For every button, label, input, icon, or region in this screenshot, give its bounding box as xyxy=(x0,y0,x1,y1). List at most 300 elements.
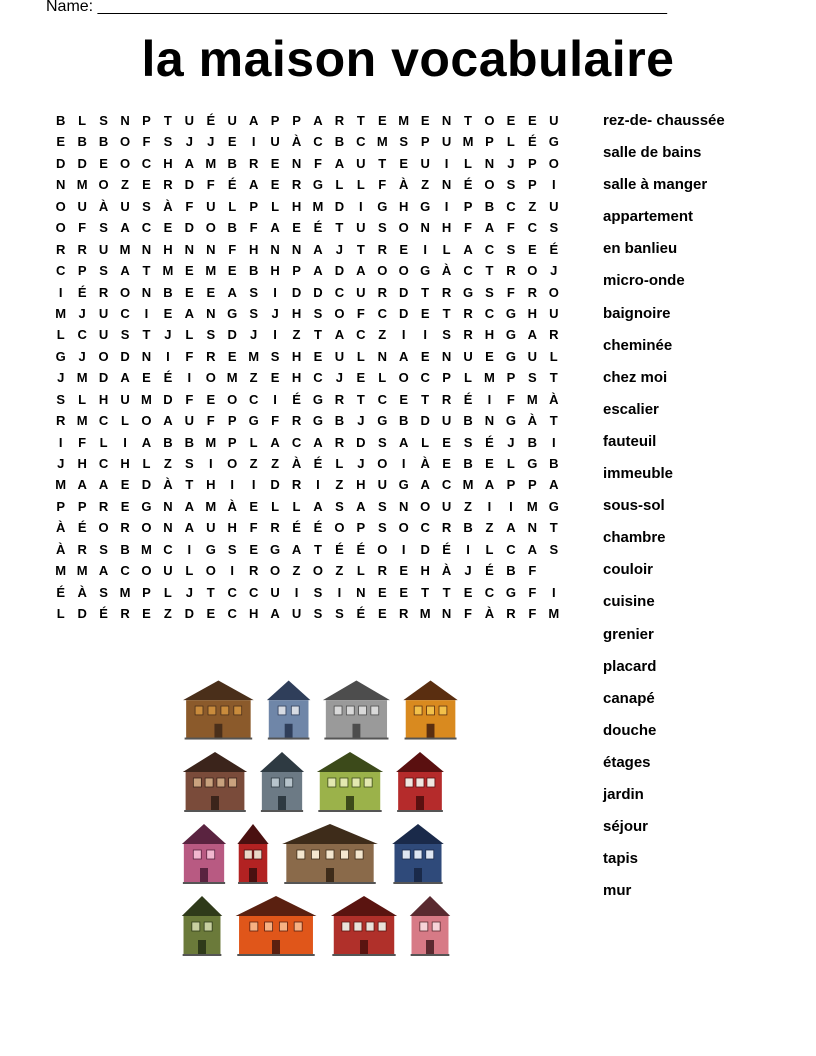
grid-letter: Z xyxy=(271,456,280,471)
grid-letter: U xyxy=(184,113,195,128)
grid-letter: I xyxy=(251,134,256,150)
grid-letter: O xyxy=(377,456,388,471)
house-row xyxy=(180,884,460,956)
word-list xyxy=(603,110,725,912)
grid-letter: F xyxy=(528,584,537,600)
grid-letter: B xyxy=(163,284,173,300)
grid-row xyxy=(50,432,586,453)
grid-letter: T xyxy=(206,584,215,600)
grid-letter: R xyxy=(291,177,302,193)
grid-letter: R xyxy=(549,327,559,343)
grid-letter: R xyxy=(98,284,109,300)
grid-letter: G xyxy=(312,391,324,407)
grid-letter: N xyxy=(206,241,216,257)
grid-letter: I xyxy=(444,198,449,214)
grid-letter: N xyxy=(163,498,173,514)
grid-letter: J xyxy=(550,263,558,279)
house-brown-icon xyxy=(180,678,257,740)
grid-letter: F xyxy=(185,391,194,407)
grid-letter: U xyxy=(184,413,195,429)
grid-letter: O xyxy=(55,220,66,236)
grid-letter: C xyxy=(291,434,302,450)
grid-letter: L xyxy=(56,606,65,622)
grid-letter: R xyxy=(77,241,87,257)
grid-letter: O xyxy=(98,348,109,364)
grid-letter: D xyxy=(77,155,87,171)
grid-letter: A xyxy=(248,177,259,193)
grid-letter: O xyxy=(205,370,216,386)
grid-letter: D xyxy=(420,413,430,429)
grid-letter: G xyxy=(420,263,431,279)
grid-letter: E xyxy=(442,456,451,471)
grid-letter: C xyxy=(248,391,259,407)
grid-letter: O xyxy=(398,520,409,536)
grid-letter: A xyxy=(313,263,323,279)
grid-letter: I xyxy=(144,305,149,321)
grid-letter: R xyxy=(441,520,452,536)
word-list-item: cheminée xyxy=(603,336,673,354)
house-orange-icon xyxy=(401,678,460,740)
grid-letter: E xyxy=(99,155,108,171)
word-list-item: immeuble xyxy=(603,465,674,483)
grid-letter: L xyxy=(356,348,365,364)
grid-letter: B xyxy=(484,198,495,214)
grid-letter: R xyxy=(56,413,66,429)
grid-letter: D xyxy=(141,477,152,493)
grid-letter: S xyxy=(227,541,237,557)
grid-letter: I xyxy=(359,198,363,214)
grid-letter: M xyxy=(312,198,324,214)
word-list-item: fauteuil xyxy=(603,432,657,450)
grid-letter: D xyxy=(120,348,130,364)
grid-letter: O xyxy=(119,284,131,300)
grid-letter: A xyxy=(399,348,409,364)
grid-letter: H xyxy=(291,348,302,364)
grid-letter: R xyxy=(441,391,452,407)
grid-letter: Z xyxy=(163,456,172,471)
grid-letter: I xyxy=(509,498,513,514)
grid-letter: T xyxy=(442,305,451,321)
grid-letter: O xyxy=(227,456,238,471)
grid-letter: S xyxy=(99,113,108,128)
grid-letter: D xyxy=(270,477,280,493)
grid-letter: N xyxy=(484,413,495,429)
grid-letter: U xyxy=(463,348,473,364)
grid-letter: M xyxy=(205,155,217,171)
grid-letter: U xyxy=(441,134,452,150)
grid-letter: D xyxy=(184,606,195,622)
grid-letter: T xyxy=(356,113,365,128)
grid-letter: I xyxy=(251,477,256,493)
grid-letter: O xyxy=(334,520,345,536)
grid-letter: A xyxy=(313,241,323,257)
grid-letter: I xyxy=(487,391,492,407)
grid-letter: S xyxy=(528,370,537,386)
grid-letter: P xyxy=(292,263,301,279)
grid-letter: O xyxy=(98,177,109,193)
grid-letter: C xyxy=(141,220,152,236)
grid-letter: À xyxy=(291,456,302,471)
word-list-item: salle de bains xyxy=(603,144,702,162)
grid-letter: F xyxy=(464,220,472,236)
grid-letter: S xyxy=(99,220,108,236)
grid-letter: I xyxy=(273,327,277,343)
grid-letter: É xyxy=(549,241,559,257)
grid-letter: L xyxy=(549,348,558,364)
grid-letter: S xyxy=(270,348,280,364)
grid-letter: M xyxy=(462,477,474,493)
grid-letter: S xyxy=(549,541,559,557)
grid-letter: M xyxy=(226,370,238,386)
grid-letter: T xyxy=(335,220,344,236)
grid-letter: D xyxy=(334,198,345,214)
grid-letter: N xyxy=(441,177,452,193)
grid-letter: É xyxy=(77,520,87,536)
grid-row xyxy=(50,324,586,345)
house-pink-tall-icon xyxy=(408,894,452,956)
grid-letter: A xyxy=(334,327,345,343)
grid-letter: J xyxy=(250,327,258,343)
grid-letter: Z xyxy=(464,498,472,514)
house-slate-icon xyxy=(258,750,306,812)
grid-letter: M xyxy=(484,370,495,386)
grid-letter: P xyxy=(227,413,237,429)
grid-letter: É xyxy=(356,541,366,557)
grid-letter: J xyxy=(207,134,215,150)
grid-letter: N xyxy=(441,348,452,364)
grid-letter: U xyxy=(270,584,280,600)
grid-letter: T xyxy=(549,370,558,386)
grid-letter: C xyxy=(98,413,109,429)
word-list-item: cuisine xyxy=(603,593,655,611)
grid-row xyxy=(50,174,586,195)
grid-letter: É xyxy=(485,434,494,450)
grid-letter: A xyxy=(484,477,495,493)
grid-letter: P xyxy=(142,113,151,128)
word-list-item: micro-onde xyxy=(603,272,685,290)
grid-letter: B xyxy=(334,413,345,429)
grid-letter: H xyxy=(291,370,302,386)
grid-letter: B xyxy=(399,413,409,429)
grid-letter: T xyxy=(549,520,558,536)
grid-letter: C xyxy=(484,241,495,257)
grid-letter: J xyxy=(335,370,344,386)
word-list-item: chez moi xyxy=(603,368,668,386)
grid-letter: M xyxy=(205,263,217,279)
grid-letter: J xyxy=(164,327,172,343)
grid-letter: É xyxy=(99,606,108,622)
grid-letter: C xyxy=(98,456,109,471)
grid-letter: R xyxy=(98,498,109,514)
grid-letter: I xyxy=(401,541,406,557)
grid-letter: I xyxy=(230,477,235,493)
grid-letter: E xyxy=(249,541,258,557)
grid-letter: À xyxy=(484,606,495,622)
grid-letter: A xyxy=(120,220,130,236)
grid-letter: T xyxy=(313,327,322,343)
grid-letter: A xyxy=(98,477,109,493)
grid-letter: C xyxy=(356,134,366,150)
grid-letter: E xyxy=(206,606,216,622)
grid-letter: N xyxy=(141,348,152,364)
grid-letter: S xyxy=(313,584,323,600)
grid-letter: J xyxy=(78,305,86,321)
grid-letter: R xyxy=(270,520,280,536)
grid-letter: M xyxy=(462,134,474,150)
grid-letter: R xyxy=(248,155,259,171)
grid-letter: I xyxy=(230,563,235,579)
grid-letter: E xyxy=(377,606,387,622)
grid-letter: C xyxy=(120,563,130,579)
grid-letter: U xyxy=(441,498,452,514)
word-list-item: en banlieu xyxy=(603,240,678,258)
grid-letter: À xyxy=(163,477,173,493)
grid-letter: N xyxy=(270,241,280,257)
grid-letter: À xyxy=(399,177,409,193)
grid-letter: D xyxy=(334,263,345,279)
grid-letter: É xyxy=(528,134,537,150)
grid-letter: E xyxy=(206,284,216,300)
grid-letter: É xyxy=(292,391,301,407)
grid-row xyxy=(50,496,586,517)
grid-row xyxy=(50,560,586,581)
grid-letter: P xyxy=(528,477,537,493)
grid-letter: C xyxy=(506,198,516,214)
grid-letter: I xyxy=(337,584,342,600)
grid-letter: E xyxy=(420,348,430,364)
grid-letter: B xyxy=(549,456,559,471)
grid-letter: D xyxy=(184,177,195,193)
grid-letter: A xyxy=(77,477,87,493)
grid-letter: S xyxy=(185,456,194,471)
grid-letter: U xyxy=(206,198,216,214)
house-navy-icon xyxy=(390,822,446,884)
grid-letter: F xyxy=(528,606,537,622)
grid-letter: U xyxy=(163,563,173,579)
grid-letter: I xyxy=(273,284,277,300)
grid-letter: I xyxy=(187,541,192,557)
grid-letter: E xyxy=(163,305,173,321)
grid-letter: C xyxy=(120,305,130,321)
grid-letter: G xyxy=(55,348,66,364)
grid-letter: I xyxy=(208,456,213,471)
grid-row xyxy=(50,110,586,131)
grid-letter: S xyxy=(313,305,323,321)
grid-letter: S xyxy=(313,606,323,622)
grid-letter: A xyxy=(98,563,109,579)
grid-letter: A xyxy=(184,155,195,171)
grid-letter: I xyxy=(551,584,556,600)
grid-letter: H xyxy=(356,477,366,493)
word-list-item: appartement xyxy=(603,208,694,226)
grid-letter: E xyxy=(528,113,537,128)
grid-letter: F xyxy=(249,520,258,536)
grid-letter: N xyxy=(291,155,302,171)
grid-letter: F xyxy=(228,241,237,257)
grid-letter: N xyxy=(420,220,430,236)
grid-letter: L xyxy=(271,198,280,214)
grid-letter: U xyxy=(549,198,559,214)
grid-letter: E xyxy=(227,348,237,364)
grid-letter: I xyxy=(423,241,427,257)
grid-letter: A xyxy=(120,370,130,386)
grid-letter: N xyxy=(184,241,195,257)
house-mansion-icon xyxy=(278,822,382,884)
grid-letter: I xyxy=(444,155,449,171)
grid-letter: E xyxy=(270,370,280,386)
grid-letter: O xyxy=(377,541,388,557)
grid-letter: M xyxy=(119,584,131,600)
grid-letter: É xyxy=(335,541,344,557)
grid-letter: É xyxy=(463,391,473,407)
grid-letter: G xyxy=(527,456,538,471)
grid-letter: H xyxy=(291,305,302,321)
grid-letter: U xyxy=(98,327,109,343)
grid-letter: F xyxy=(78,434,87,450)
grid-letter: D xyxy=(399,284,409,300)
grid-letter: E xyxy=(506,113,516,128)
grid-letter: L xyxy=(228,198,237,214)
grid-letter: G xyxy=(505,348,516,364)
grid-letter: S xyxy=(506,177,516,193)
grid-letter: F xyxy=(506,284,515,300)
grid-letter: C xyxy=(377,391,387,407)
grid-letter: Z xyxy=(249,370,258,386)
grid-letter: À xyxy=(549,391,559,407)
house-orange-long-icon xyxy=(232,894,320,956)
grid-letter: U xyxy=(270,134,280,150)
grid-letter: U xyxy=(206,520,216,536)
grid-letter: Z xyxy=(378,327,387,343)
grid-letter: E xyxy=(313,348,323,364)
grid-letter: I xyxy=(487,498,492,514)
grid-letter: E xyxy=(120,498,130,514)
grid-letter: I xyxy=(123,434,127,450)
grid-letter: O xyxy=(55,198,66,214)
grid-letter: E xyxy=(142,606,151,622)
grid-letter: P xyxy=(292,113,301,128)
grid-letter: L xyxy=(185,327,194,343)
word-list-item: sous-sol xyxy=(603,497,665,515)
grid-letter: R xyxy=(120,606,130,622)
grid-letter: A xyxy=(527,327,538,343)
grid-letter: Z xyxy=(292,327,301,343)
grid-letter: T xyxy=(163,113,172,128)
grid-letter: R xyxy=(463,327,473,343)
grid-letter: H xyxy=(248,606,259,622)
grid-letter: S xyxy=(549,220,559,236)
grid-letter: N xyxy=(441,606,452,622)
grid-letter: G xyxy=(248,413,259,429)
grid-letter: M xyxy=(76,370,88,386)
grid-letter: H xyxy=(163,241,173,257)
grid-letter: J xyxy=(507,434,515,450)
grid-letter: G xyxy=(205,541,216,557)
grid-letter: R xyxy=(377,241,387,257)
grid-letter: L xyxy=(378,370,387,386)
grid-letter: E xyxy=(270,155,280,171)
grid-letter: P xyxy=(142,584,151,600)
grid-letter: É xyxy=(77,284,87,300)
grid-letter: C xyxy=(227,584,237,600)
grid-letter: U xyxy=(549,305,559,321)
grid-letter: M xyxy=(141,541,152,557)
page-title: la maison vocabulaire xyxy=(141,31,675,87)
grid-letter: H xyxy=(227,520,237,536)
grid-letter: B xyxy=(463,413,473,429)
grid-letter: I xyxy=(551,177,556,193)
grid-letter: F xyxy=(249,220,258,236)
grid-letter: À xyxy=(56,520,66,536)
grid-row xyxy=(50,389,586,410)
grid-letter: À xyxy=(441,563,452,579)
grid-letter: A xyxy=(313,434,323,450)
grid-row xyxy=(50,539,586,560)
grid-letter: O xyxy=(398,263,409,279)
grid-letter: S xyxy=(99,584,108,600)
grid-letter: O xyxy=(141,413,152,429)
grid-letter: E xyxy=(270,177,280,193)
grid-letter: É xyxy=(485,563,494,579)
grid-letter: G xyxy=(398,477,409,493)
grid-letter: Z xyxy=(121,177,129,193)
grid-letter: O xyxy=(270,563,281,579)
grid-letter: N xyxy=(141,241,152,257)
grid-letter: H xyxy=(399,198,409,214)
grid-letter: R xyxy=(506,263,516,279)
house-gray-icon xyxy=(320,678,393,740)
grid-letter: M xyxy=(205,434,217,450)
grid-letter: C xyxy=(420,520,430,536)
grid-letter: U xyxy=(98,241,109,257)
grid-letter: M xyxy=(55,305,67,321)
grid-letter: B xyxy=(77,134,87,150)
grid-letter: T xyxy=(185,477,194,493)
grid-letter: C xyxy=(77,327,87,343)
grid-letter: S xyxy=(463,434,473,450)
grid-letter: E xyxy=(377,113,387,128)
grid-letter: E xyxy=(377,584,387,600)
house-green-icon xyxy=(314,750,386,812)
grid-letter: M xyxy=(76,563,88,579)
grid-letter: R xyxy=(56,241,66,257)
grid-letter: S xyxy=(335,606,344,622)
grid-letter: R xyxy=(291,477,302,493)
grid-letter: I xyxy=(58,434,63,450)
grid-letter: M xyxy=(76,413,88,429)
grid-letter: C xyxy=(313,370,323,386)
grid-letter: L xyxy=(271,498,280,514)
grid-letter: N xyxy=(206,305,216,321)
grid-letter: D xyxy=(313,284,323,300)
grid-letter: T xyxy=(378,155,387,171)
grid-letter: B xyxy=(227,155,237,171)
grid-letter: M xyxy=(398,113,410,128)
grid-row xyxy=(50,303,586,324)
grid-letter: F xyxy=(356,305,365,321)
grid-letter: L xyxy=(335,456,344,471)
grid-letter: À xyxy=(420,456,430,471)
grid-letter: U xyxy=(356,220,366,236)
grid-letter: B xyxy=(248,263,259,279)
grid-letter: S xyxy=(485,284,494,300)
grid-letter: E xyxy=(399,155,409,171)
grid-letter: G xyxy=(462,284,474,300)
grid-letter: H xyxy=(248,241,259,257)
grid-letter: J xyxy=(57,456,65,471)
word-search-grid xyxy=(50,110,586,625)
grid-letter: E xyxy=(249,498,258,514)
